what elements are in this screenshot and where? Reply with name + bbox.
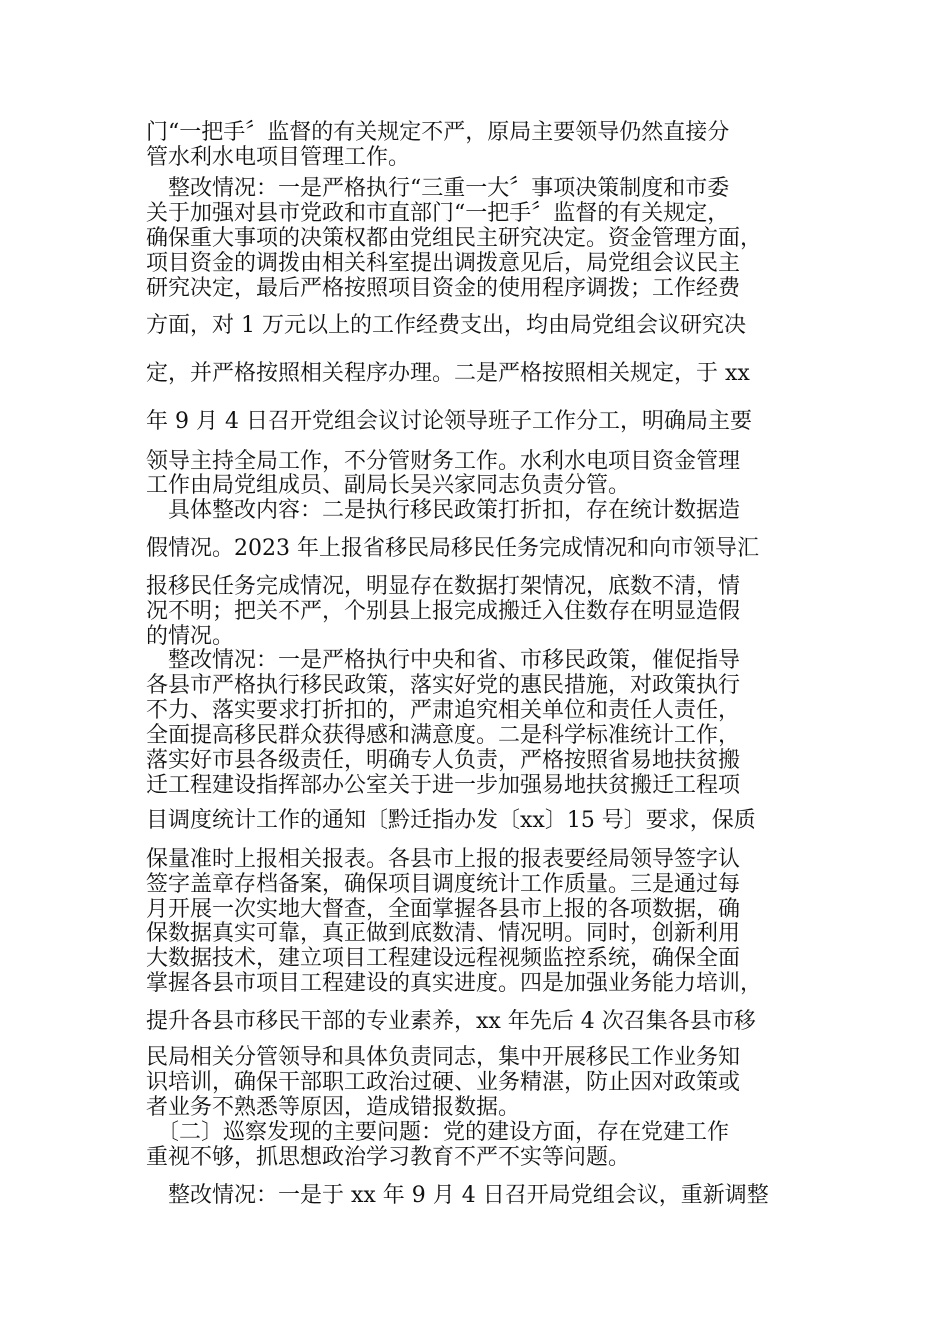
- text-line: 整改情况：一是于 xx 年 9 月 4 日召开局党组会议，重新调整: [146, 1183, 769, 1208]
- text-line: 工作由局党组成员、副局长吴兴家同志负责分管。: [146, 473, 631, 498]
- text-line: 提升各县市移民干部的专业素养，xx 年先后 4 次召集各县市移: [146, 1009, 756, 1034]
- text-line: 掌握各县市项目工程建设的真实进度。四是加强业务能力培训，: [146, 971, 763, 996]
- text-line: 年 9 月 4 日召开党组会议讨论领导班子工作分工，明确局主要: [146, 409, 752, 434]
- text-line: 保量准时上报相关报表。各县市上报的报表要经局领导签字认: [146, 847, 741, 872]
- text-line: 目调度统计工作的通知〔黔迁指办发〔xx〕15 号〕要求，保质: [146, 808, 756, 833]
- text-line: 项目资金的调拨由相关科室提出调拨意见后，局党组会议民主: [146, 251, 741, 276]
- text-line: 不力、落实要求打折扣的，严肃追究相关单位和责任人责任，: [146, 698, 741, 723]
- text-line: 重视不够，抓思想政治学习教育不严不实等问题。: [146, 1145, 631, 1170]
- text-line: 门“一把手〞监督的有关规定不严，原局主要领导仍然直接分: [146, 120, 730, 145]
- text-line: 领导主持全局工作，不分管财务工作。水利水电项目资金管理: [146, 449, 741, 474]
- text-line: 的情况。: [146, 624, 235, 649]
- text-line: 整改情况：一是严格执行“三重一大〞事项决策制度和市委: [146, 176, 730, 201]
- text-line: 大数据技术，建立项目工程建设远程视频监控系统，确保全面: [146, 946, 741, 971]
- text-line: 保数据真实可靠，真正做到底数清、情况明。同时，创新利用: [146, 921, 741, 946]
- text-line: 者业务不熟悉等原因，造成错报数据。: [146, 1095, 521, 1120]
- text-line: 民局相关分管领导和具体负责同志，集中开展移民工作业务知: [146, 1045, 741, 1070]
- text-line: 迁工程建设指挥部办公室关于进一步加强易地扶贫搬迁工程项: [146, 773, 741, 798]
- text-line: 具体整改内容：二是执行移民政策打折扣，存在统计数据造: [146, 498, 741, 523]
- text-line: 管水利水电项目管理工作。: [146, 145, 411, 170]
- text-line: 关于加强对县市党政和市直部门“一把手〞监督的有关规定，: [146, 201, 730, 226]
- text-line: 识培训，确保干部职工政治过硬、业务精湛，防止因对政策或: [146, 1070, 741, 1095]
- text-line: 〔二〕巡察发现的主要问题：党的建设方面，存在党建工作: [146, 1120, 730, 1145]
- text-line: 研究决定，最后严格按照项目资金的使用程序调拨；工作经费: [146, 276, 741, 301]
- text-line: 报移民任务完成情况，明显存在数据打架情况，底数不清，情: [146, 574, 741, 599]
- text-line: 落实好市县各级责任，明确专人负责，严格按照省易地扶贫搬: [146, 748, 741, 773]
- text-line: 确保重大事项的决策权都由党组民主研究决定。资金管理方面，: [146, 226, 763, 251]
- text-line: 全面提高移民群众获得感和满意度。二是科学标准统计工作，: [146, 723, 741, 748]
- text-line: 假情况。2023 年上报省移民局移民任务完成情况和向市领导汇: [146, 536, 759, 561]
- text-line: 况不明；把关不严，个别县上报完成搬迁入住数存在明显造假: [146, 599, 741, 624]
- text-line: 整改情况：一是严格执行中央和省、市移民政策，催促指导: [146, 648, 741, 673]
- text-line: 签字盖章存档备案，确保项目调度统计工作质量。三是通过每: [146, 872, 741, 897]
- text-line: 月开展一次实地大督查，全面掌握各县市上报的各项数据，确: [146, 897, 741, 922]
- text-line: 方面，对 1 万元以上的工作经费支出，均由局党组会议研究决: [146, 313, 746, 338]
- text-line: 定，并严格按照相关程序办理。二是严格按照相关规定，于 xx: [146, 361, 750, 386]
- text-line: 各县市严格执行移民政策，落实好党的惠民措施，对政策执行: [146, 673, 741, 698]
